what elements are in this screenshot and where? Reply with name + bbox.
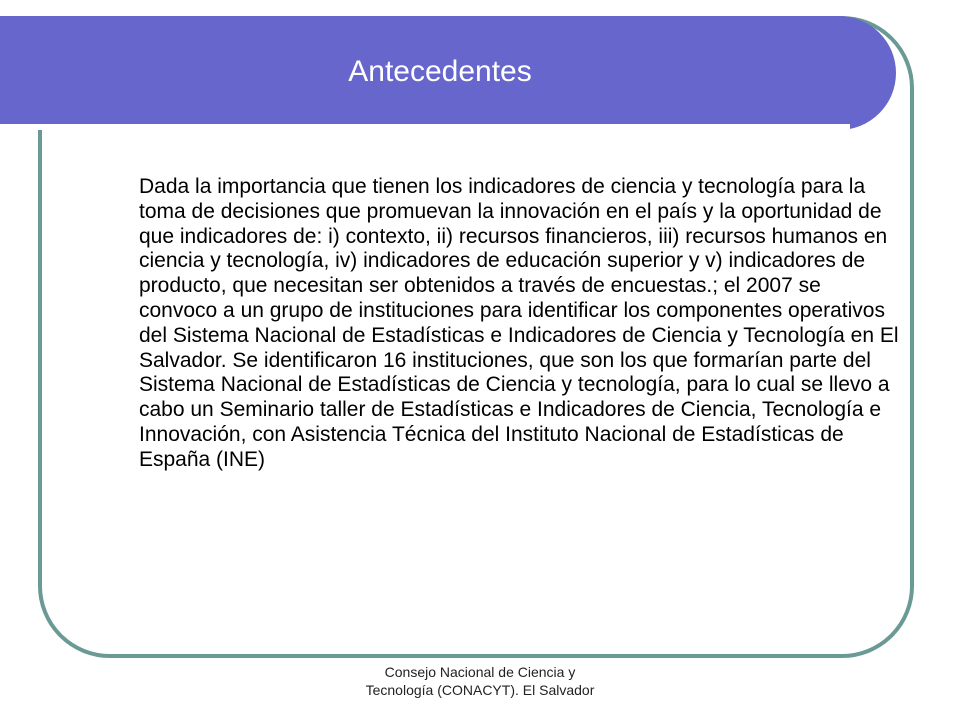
slide-footer — [330, 663, 630, 699]
footer-line-1: Consejo Nacional de Ciencia y — [384, 664, 576, 680]
title-underline — [0, 124, 850, 130]
slide-body-text: Dada la importancia que tienen los indicadores de ciencia y tecnología para la toma de decisiones que promuevan la innovación en el país y la oportunidad de que indicadores de: i) contexto, ii) recursos financieros, iii) recursos humanos en ciencia y tecnología, iv) indicadores de educación superior y v) indicadores de producto, que necesitan ser obtenidos a través de encuestas.; el 2007 se convoco a un grupo de instituciones para identificar los componentes operativos del Sistema Nacional de Estadísticas e Indicadores de Ciencia y Tecnología en El Salvador. Se identificaron 16 instituciones, que son los que formarían parte del Sistema Nacional de Estadísticas de Ciencia y tecnología, para lo cual se llevo a cabo un Seminario taller de Estadísticas e Indicadores de Ciencia, Tecnología e Innovación, con Asistencia Técnica del Instituto Nacional de Estadísticas de España (INE) — [139, 175, 899, 471]
footer-line-2: Tecnología (CONACYT). El Salvador — [365, 682, 595, 698]
slide-title: Antecedentes — [348, 55, 532, 88]
